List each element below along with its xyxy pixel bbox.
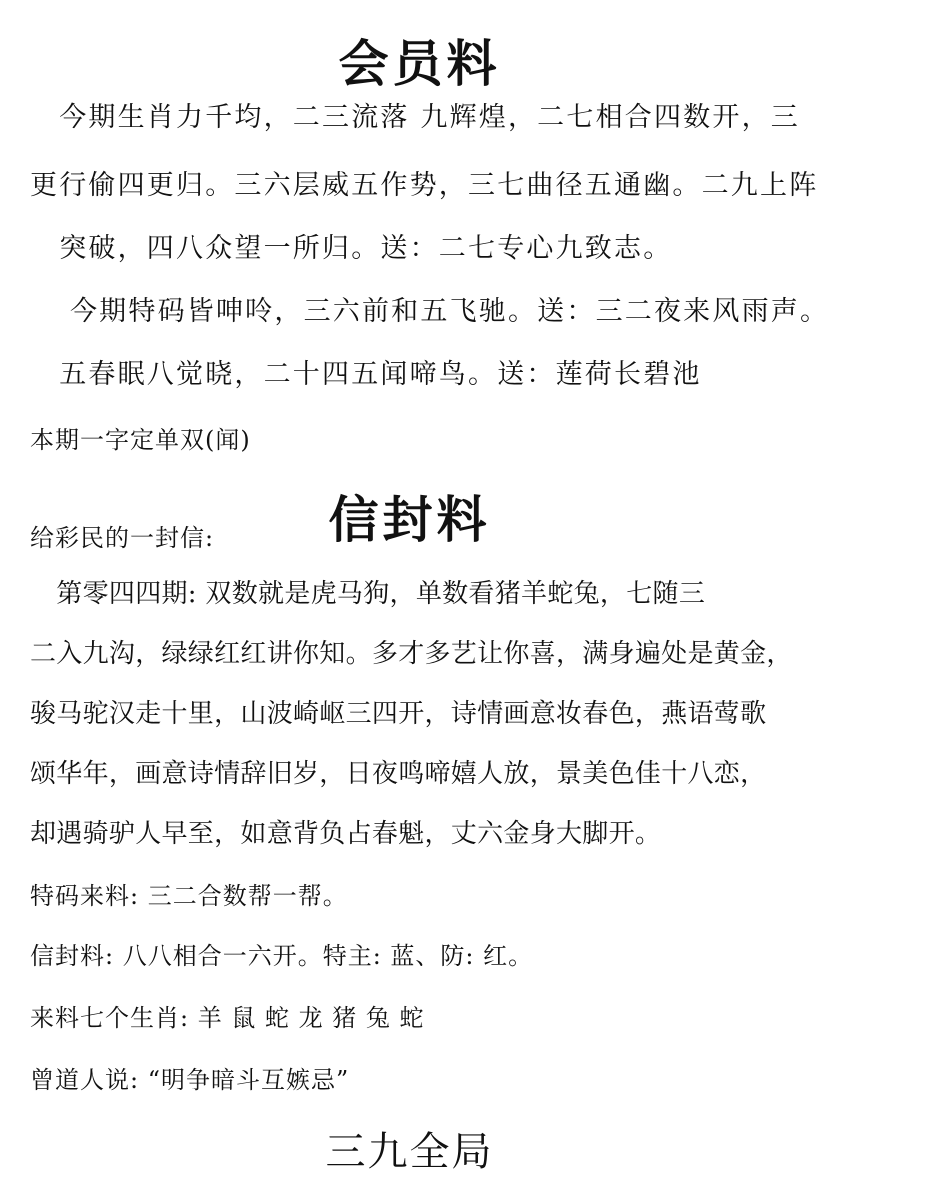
member-line: 五春眠八觉晓，二十四五闻啼鸟。送：莲荷长碧池 <box>30 359 702 390</box>
envelope-line: 第零四四期: 双数就是虎马狗，单数看猪羊蛇兔，七随三 <box>30 579 706 609</box>
daoist-line: 曾道人说: “明争暗斗互嫉忌” <box>30 1066 350 1094</box>
member-line: 更行偷四更归。三六层威五作势，三七曲径五通幽。二九上阵 <box>30 170 819 201</box>
member-line: 突破，四八众望一所归。送：二七专心九致志。 <box>30 233 673 264</box>
envelope-line: 却遇骑驴人早至，如意背负占春魁，丈六金身大脚开。 <box>30 819 662 849</box>
envelope-intro: 给彩民的一封信: <box>30 524 215 552</box>
envelope-section-title: 信封料 <box>328 490 491 549</box>
envelope-line: 颂华年，画意诗情辞旧岁，日夜鸣啼嬉人放，景美色佳十八恋， <box>30 759 767 789</box>
member-section-title: 会员料 <box>338 34 501 93</box>
member-line: 今期生肖力千均，二三流落 九辉煌，二七相合四数开，三 <box>30 102 800 133</box>
special-source-line: 特码来料: 三二合数帮一帮。 <box>30 882 348 910</box>
envelope-note-line: 信封料: 八八相合一六开。特主: 蓝、防: 红。 <box>30 942 534 970</box>
envelope-line: 骏马驼汉走十里，山波崎岖三四开，诗情画意妆春色，燕语莺歌 <box>30 699 767 729</box>
member-line: 本期一字定单双(闻) <box>30 426 251 454</box>
footer-title: 三九全局 <box>325 1129 494 1175</box>
member-line: 今期特码皆呻呤，三六前和五飞驰。送：三二夜来风雨声。 <box>30 296 830 327</box>
envelope-line: 二入九沟，绿绿红红讲你知。多才多艺让你喜，满身遍处是黄金， <box>30 639 793 669</box>
zodiac-line: 来料七个生肖: 羊 鼠 蛇 龙 猪 兔 蛇 <box>30 1004 425 1032</box>
